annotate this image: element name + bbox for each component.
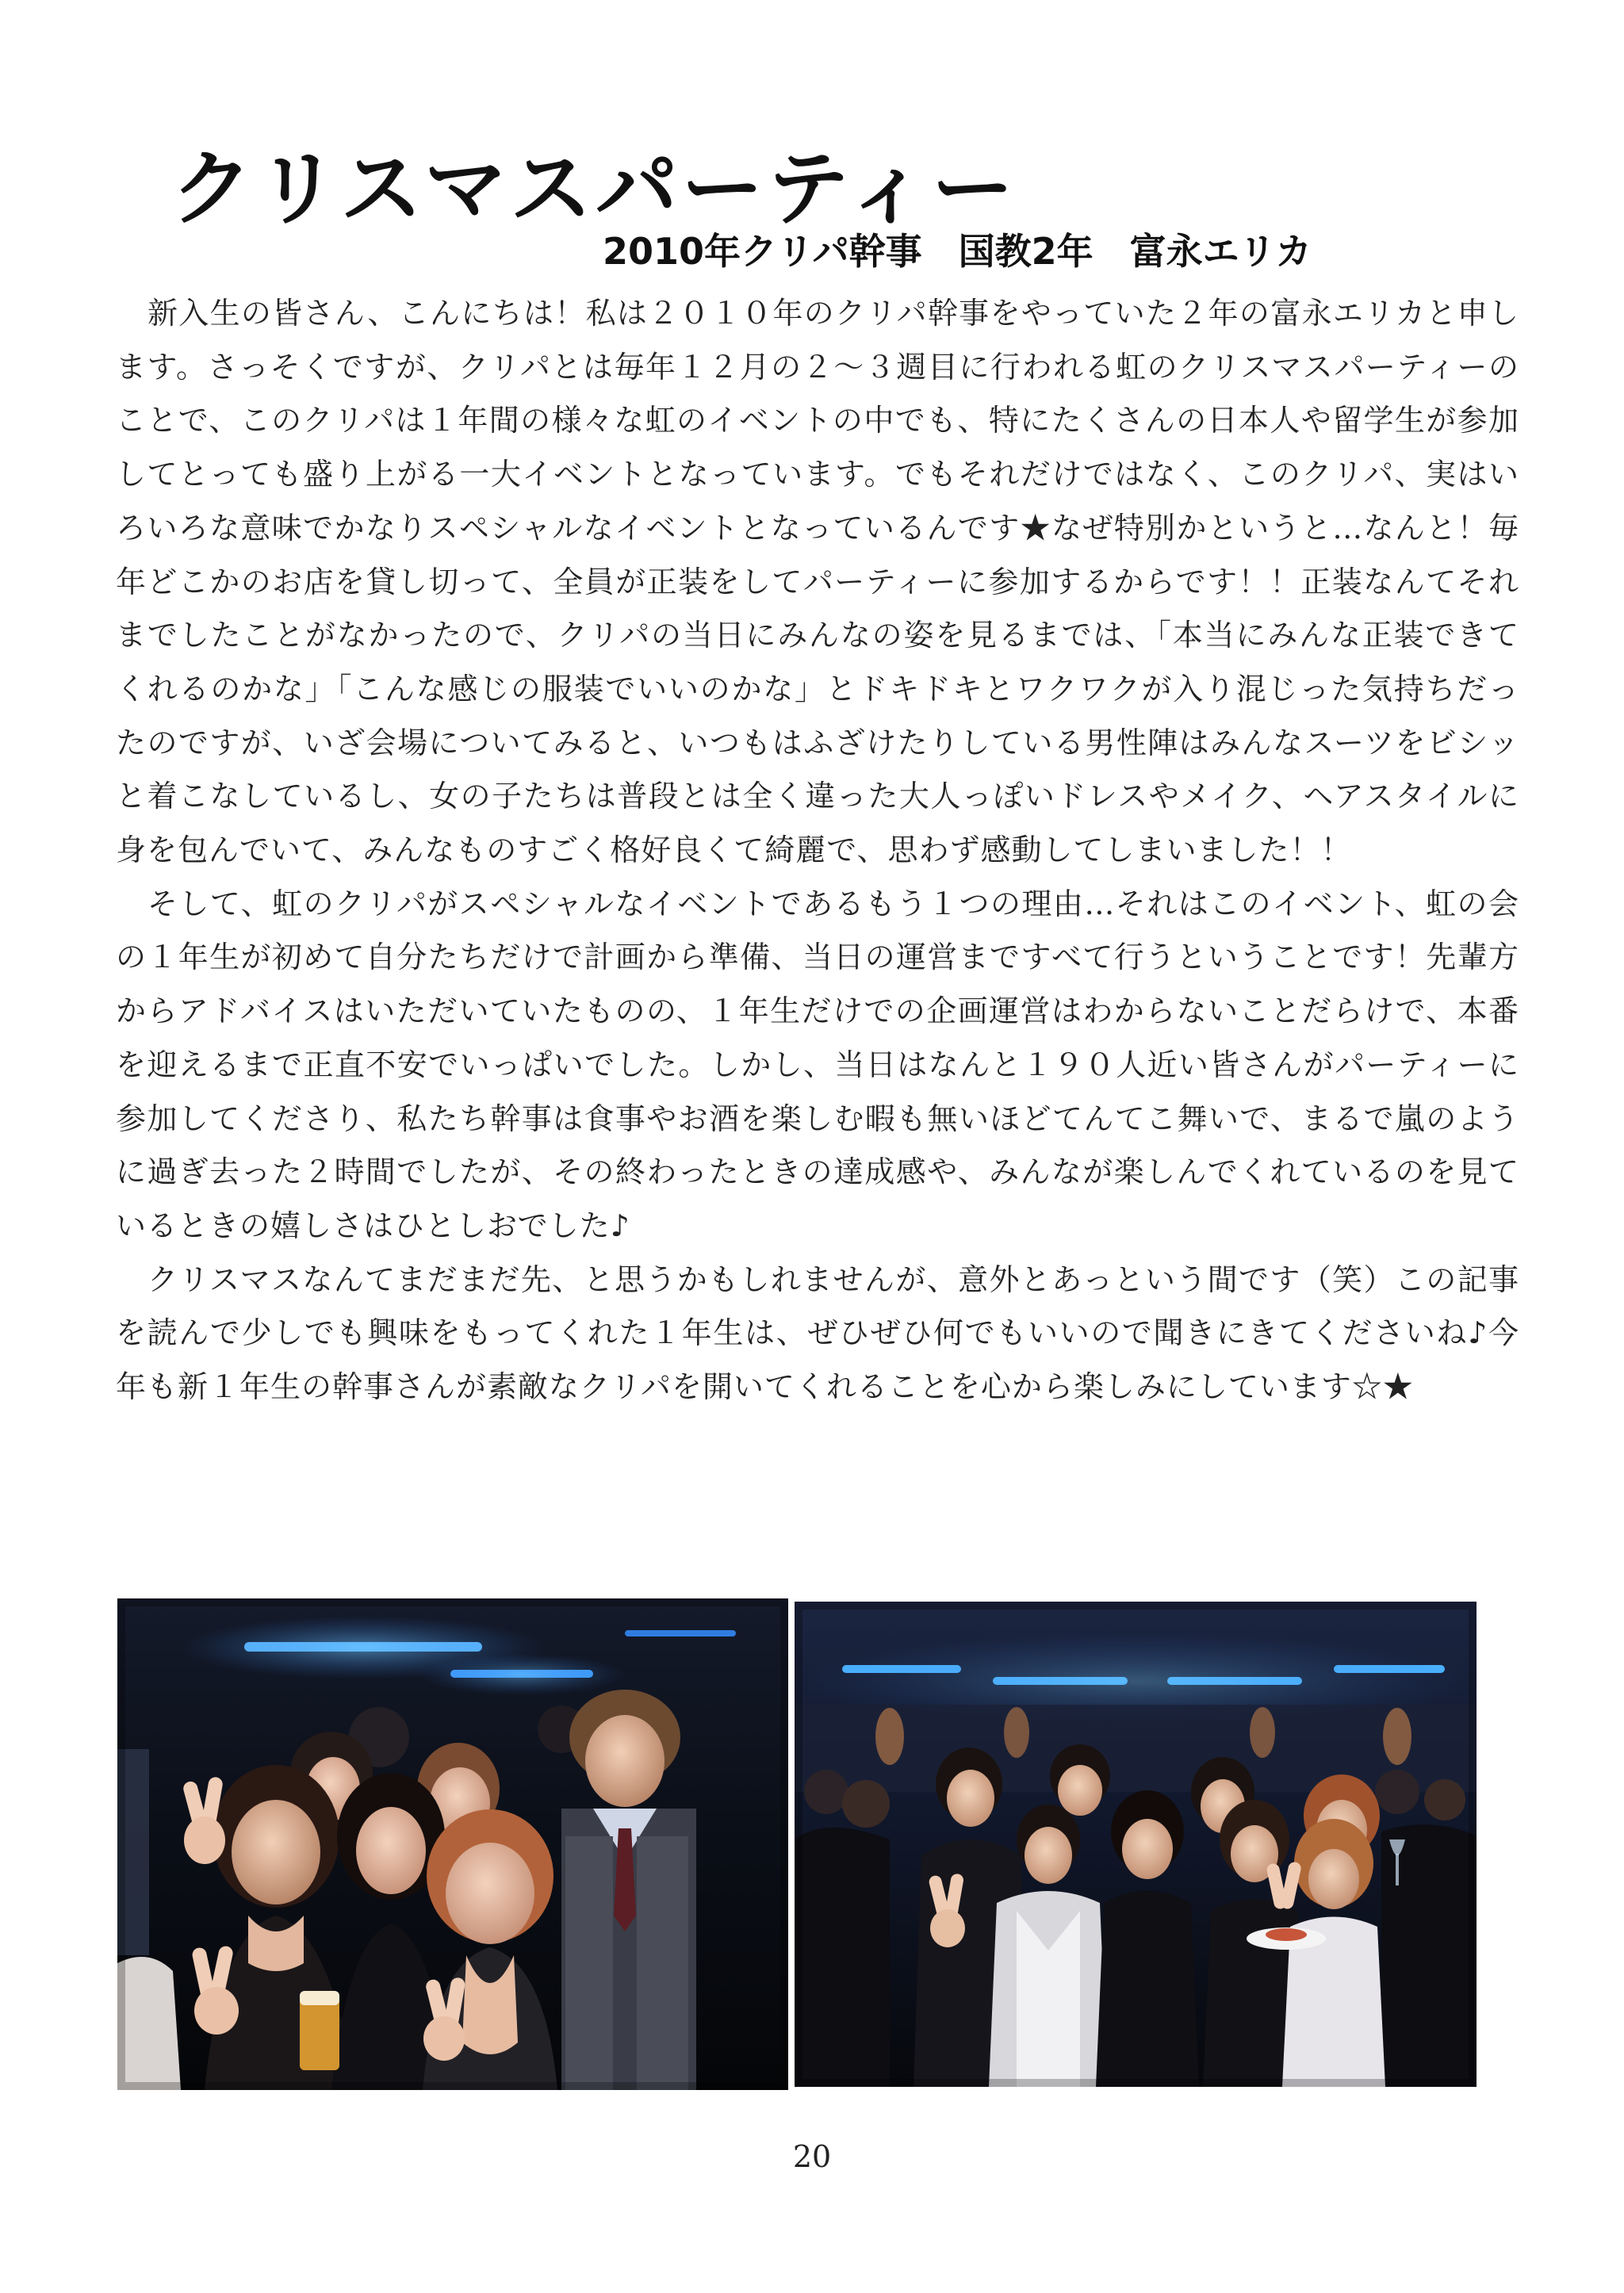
party-photo-left — [117, 1598, 788, 2090]
page-title: クリスマスパーティー — [170, 140, 1017, 237]
photo-row — [117, 1598, 1477, 2090]
author-line: 2010年クリパ幹事 国教2年 富永エリカ — [603, 230, 1312, 273]
party-photo-right — [795, 1602, 1477, 2087]
page-number: 20 — [792, 2139, 832, 2174]
article-body — [116, 287, 1519, 1414]
paragraph-1: 新入生の皆さん、こんにちは！私は２０１０年のクリパ幹事をやっていた２年の富永エリカと申します。さっそくですが、クリパとは毎年１２月の２～３週目に行われる虹のクリスマスパーティーのことで、このクリパは１年間の様々な虹のイベントの中でも、特にたくさんの日本人や留学生が参加してとっても盛り上がる一大イベントとなっています。でもそれだけではなく、このクリパ、実はいろいろな意味でかなりスペシャルなイベントとなっているんです★なぜ特別かというと…なんと！毎年どこかのお店を貸し切って、全員が正装をしてパーティーに参加するからです！！正装なんてそれまでしたことがなかったので、クリパの当日にみんなの姿を見るまでは、「本当にみんな正装できてくれるのかな」「こんな感じの服装でいいのかな」とドキドキとワクワクが入り混じった気持ちだったのですが、いざ会場についてみると、いつもはふざけたりしている男性陣はみんなスーツをビシッと着こなしているし、女の子たちは普段とは全く違った大人っぽいドレスやメイク、ヘアスタイルに身を包んでいて、みんなものすごく格好良くて綺麗で、思わず感動してしまいました！！ — [116, 296, 1519, 868]
paragraph-2: そして、虹のクリパがスペシャルなイベントであるもう１つの理由…それはこのイベント、虹の会の１年生が初めて自分たちだけで計画から準備、当日の運営まですべて行うということです！先輩方からアドバイスはいただいていたものの、１年生だけでの企画運営はわからないことだらけで、本番を迎えるまで正直不安でいっぱいでした。しかし、当日はなんと１９０人近い皆さんがパーティーに参加してくださり、私たち幹事は食事やお酒を楽しむ暇も無いほどてんてこ舞いで、まるで嵐のように過ぎ去った２時間でしたが、その終わったときの達成感や、みんなが楽しんでくれているのを見ているときの嬉しさはひとしおでした♪ — [116, 886, 1519, 1243]
paragraph-3: クリスマスなんてまだまだ先、と思うかもしれませんが、意外とあっという間です（笑）この記事を読んで少しでも興味をもってくれた１年生は、ぜひぜひ何でもいいので聞きにきてくださいね♪今年も新１年生の幹事さんが素敵なクリパを開いてくれることを心から楽しみにしています☆★ — [116, 1261, 1519, 1405]
